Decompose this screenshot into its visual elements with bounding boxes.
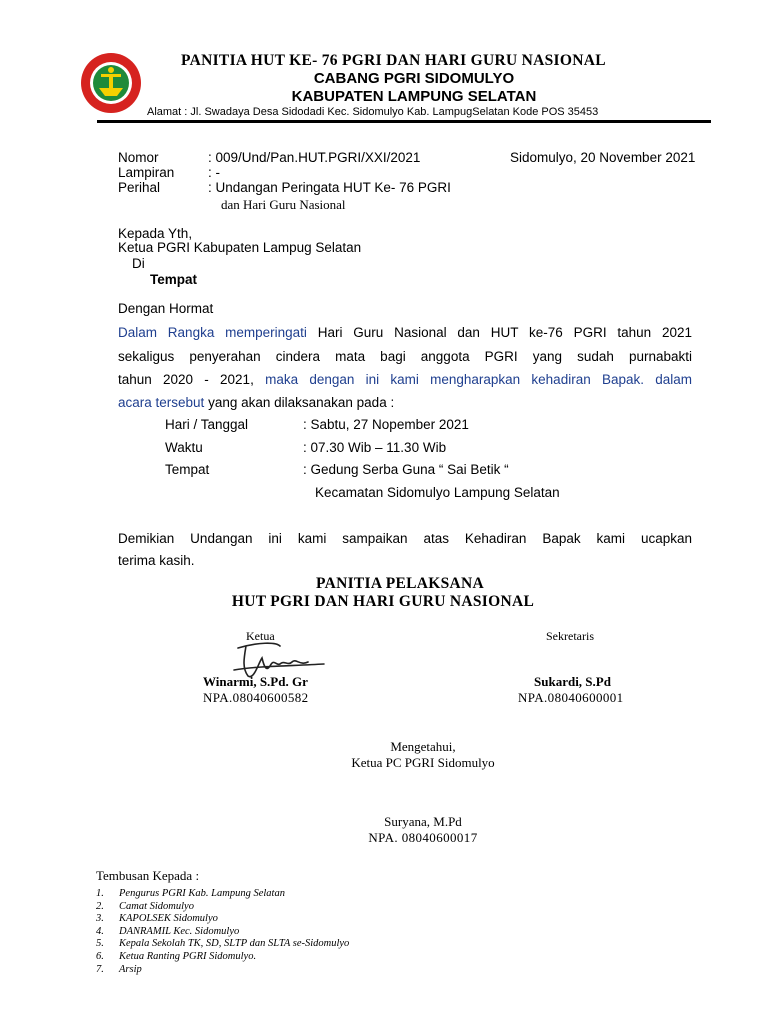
cc-item-number: 5. — [96, 938, 104, 950]
body-line-2: sekaligus penyerahan cindera mata bagi anggota PGRI yang sudah purnabakti — [118, 349, 692, 364]
cc-item-number: 4. — [96, 925, 104, 937]
approval-name: Suryana, M.Pd — [384, 814, 462, 829]
body-line-3 — [118, 372, 692, 387]
lampiran-label: Lampiran — [118, 165, 175, 180]
body-text-span: yang akan dilaksanakan pada : — [204, 395, 395, 410]
place-date: Sidomulyo, 20 November 2021 — [510, 150, 696, 165]
cc-item-number: 3. — [96, 913, 104, 925]
cc-item-text: Pengurus PGRI Kab. Lampung Selatan — [119, 888, 285, 899]
cc-item-text: DANRAMIL Kec. Sidomulyo — [119, 925, 240, 937]
body-text-span: Dalam Rangka memperingati — [118, 325, 307, 340]
cc-item — [96, 913, 349, 926]
approval-role: Ketua PC PGRI Sidomulyo — [351, 755, 495, 770]
perihal-value: : Undangan Peringata HUT Ke- 76 PGRI — [208, 180, 451, 195]
recipient-greeting: Kepada Yth, — [118, 226, 193, 241]
cc-item — [96, 926, 349, 939]
cc-item-text: KAPOLSEK Sidomulyo — [119, 913, 218, 925]
body-text-span: maka dengan ini kami mengharapkan kehadiran Bapak. dalam — [253, 372, 692, 387]
recipient-name: Ketua PGRI Kabupaten Lampug Selatan — [118, 240, 362, 255]
body-text-span: tahun 2020 - 2021, — [118, 372, 254, 387]
cc-item — [96, 901, 349, 914]
cc-title: Tembusan Kepada : — [96, 868, 200, 883]
chair-role: Ketua — [246, 629, 275, 643]
cc-item-number: 7. — [96, 963, 104, 975]
perihal-value-line2: dan Hari Guru Nasional — [221, 197, 346, 212]
committee-title: PANITIA PELAKSANA — [315, 575, 485, 592]
body-text-span: Hari Guru Nasional dan HUT ke-76 PGRI tahun 2021 — [317, 325, 692, 340]
chair-npa: NPA.08040600582 — [203, 690, 309, 705]
detail-value-time: : 07.30 Wib – 11.30 Wib — [303, 440, 447, 455]
cc-item-number: 2. — [96, 900, 104, 912]
recipient-di: Di — [132, 256, 145, 271]
detail-value-place-line2: Kecamatan Sidomulyo Lampung Selatan — [315, 485, 560, 500]
secretary-npa: NPA.08040600001 — [518, 690, 624, 705]
detail-value-date: : Sabtu, 27 Nopember 2021 — [303, 417, 469, 432]
lampiran-value: : - — [208, 165, 220, 180]
body-line-1 — [118, 325, 692, 340]
body-line-4 — [118, 395, 394, 410]
cc-item — [96, 964, 349, 977]
nomor-value: : 009/Und/Pan.HUT.PGRI/XXI/2021 — [208, 150, 421, 165]
letterhead-address: Alamat : Jl. Swadaya Desa Sidodadi Kec. Sidomulyo Kab. LampugSelatan Kode POS 35453 — [147, 106, 599, 118]
letterhead-regency: KABUPATEN LAMPUNG SELATAN — [291, 88, 537, 105]
cc-item — [96, 938, 349, 951]
cc-list — [96, 888, 349, 976]
secretary-role: Sekretaris — [546, 629, 594, 643]
chair-name: Winarmi, S.Pd. Gr — [203, 674, 308, 689]
detail-label-place: Tempat — [165, 462, 210, 477]
cc-item-text: Camat Sidomulyo — [119, 900, 194, 912]
letterhead-title: PANITIA HUT KE- 76 PGRI DAN HARI GURU NASIONAL — [181, 52, 606, 69]
committee-subtitle: HUT PGRI DAN HARI GURU NASIONAL — [231, 593, 535, 610]
cc-item-text: Ketua Ranting PGRI Sidomulyo. — [119, 950, 257, 962]
approval-npa: NPA. 08040600017 — [368, 830, 478, 845]
cc-item — [96, 888, 349, 901]
cc-item — [96, 951, 349, 964]
detail-label-date: Hari / Tanggal — [165, 417, 249, 432]
letterhead-divider — [97, 120, 711, 123]
approval-label: Mengetahui, — [390, 739, 456, 754]
cc-item-number: 1. — [96, 888, 104, 899]
closing-line-2: terima kasih. — [118, 553, 195, 568]
letterhead-branch: CABANG PGRI SIDOMULYO — [313, 70, 515, 87]
cc-item-number: 6. — [96, 950, 104, 962]
salutation: Dengan Hormat — [118, 301, 214, 316]
secretary-name: Sukardi, S.Pd — [534, 674, 611, 689]
nomor-label: Nomor — [118, 150, 159, 165]
detail-label-time: Waktu — [165, 440, 203, 455]
detail-value-place: : Gedung Serba Guna “ Sai Betik “ — [303, 462, 509, 477]
perihal-label: Perihal — [118, 180, 161, 195]
body-text-span: acara tersebut — [118, 395, 205, 410]
cc-item-text: Arsip — [119, 963, 142, 975]
recipient-place: Tempat — [150, 272, 198, 287]
cc-item-text: Kepala Sekolah TK, SD, SLTP dan SLTA se-Sidomulyo — [119, 938, 350, 950]
closing-line-1: Demikian Undangan ini kami sampaikan atas Kehadiran Bapak kami ucapkan — [118, 531, 692, 546]
